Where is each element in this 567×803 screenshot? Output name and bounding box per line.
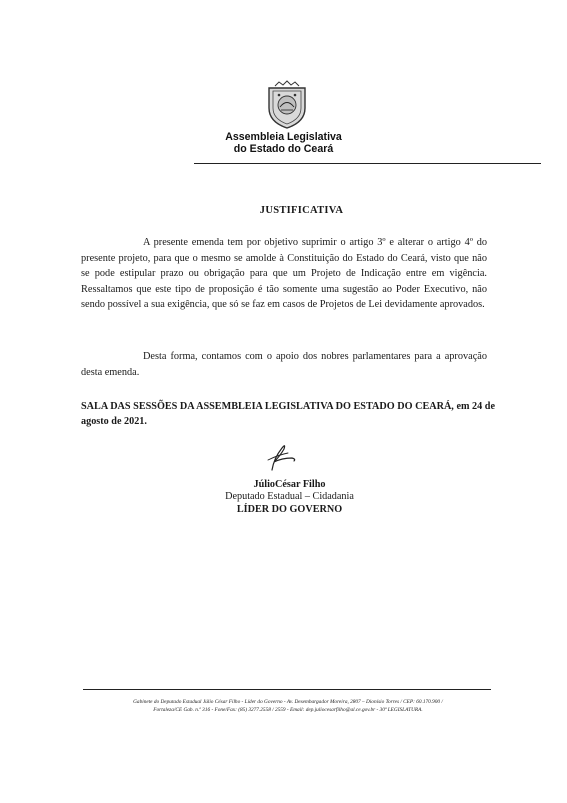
footer-divider bbox=[83, 689, 491, 690]
body-paragraph-1: A presente emenda tem por objetivo suprimir o artigo 3º e alterar o artigo 4º do presente projeto, para que o mesmo se amolde à Constituição do Estado do Ceará, visto que não se pode estipular prazo ou obrigação para que um Projeto de Indicação entre em vigência. Ressaltamos que este tipo de proposição é tão somente uma sugestão ao Poder Executivo, não sendo possível a sua exigência, que só se faz em casos de Projetos de Lei devidamente aprovados. bbox=[81, 237, 487, 311]
assembly-seal-icon bbox=[259, 80, 315, 130]
signatory-name: JúlioCésar Filho bbox=[253, 479, 326, 490]
signatory-role: Deputado Estadual – Cidadania bbox=[225, 491, 354, 502]
org-name-line2: do Estado do Ceará bbox=[233, 143, 334, 155]
session-date-statement: SALA DAS SESSÕES DA ASSEMBLEIA LEGISLATIVA DO ESTADO DO CEARÁ, em 24 de agosto de 2021. bbox=[81, 401, 495, 427]
org-name-line1: Assembleia Legislativa bbox=[225, 131, 342, 143]
footer-line-1: Gabinete do Deputado Estadual Júlio César Filho - Líder do Governo - Av. Desembargador Moreira, 2807 – Dionísio Torres / CEP: 60.170.900 / bbox=[133, 699, 443, 705]
handwritten-signature bbox=[252, 440, 308, 472]
body-paragraph-2: Desta forma, contamos com o apoio dos nobres parlamentares para a aprovação desta emenda. bbox=[81, 351, 487, 378]
document-heading: JUSTIFICATIVA bbox=[259, 205, 344, 216]
footer-line-2: Fortaleza/CE Gab. n.º 316 - Fone/Fax: (85) 3277.2558 / 2559 - Email: dep.juliocesarfilho@al.ce.gov.br - 30ª LEGISLATURA. bbox=[153, 707, 423, 713]
header-divider bbox=[194, 163, 541, 164]
signatory-title: LÍDER DO GOVERNO bbox=[236, 504, 343, 515]
